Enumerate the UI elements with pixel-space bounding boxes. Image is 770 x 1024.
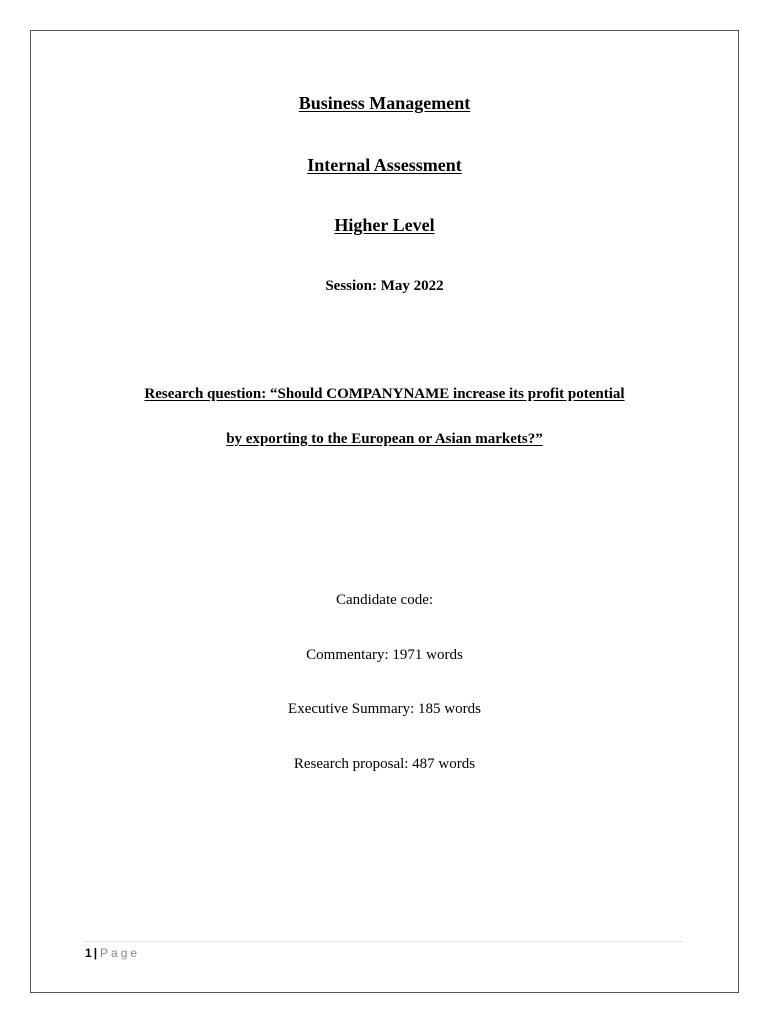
assessment-title: Internal Assessment (307, 155, 462, 175)
research-question-line-1: Research question: “Should COMPANYNAME increase its profit potential (144, 386, 625, 402)
footer-separator: | (93, 946, 98, 960)
page-number: 1 (85, 946, 92, 960)
research-question-line-2: by exporting to the European or Asian markets?” (226, 431, 543, 447)
session-line: Session: May 2022 (325, 278, 444, 294)
subject-title: Business Management (298, 93, 471, 113)
page-footer (85, 946, 140, 960)
document-page (30, 30, 739, 993)
level-title: Higher Level (334, 215, 435, 235)
candidate-code: Candidate code: (335, 592, 434, 608)
research-proposal-word-count: Research proposal: 487 words (293, 756, 476, 772)
executive-summary-word-count: Executive Summary: 185 words (288, 701, 481, 717)
page-label: Page (100, 946, 141, 960)
commentary-word-count: Commentary: 1971 words (306, 647, 463, 663)
footer-divider (83, 941, 683, 942)
